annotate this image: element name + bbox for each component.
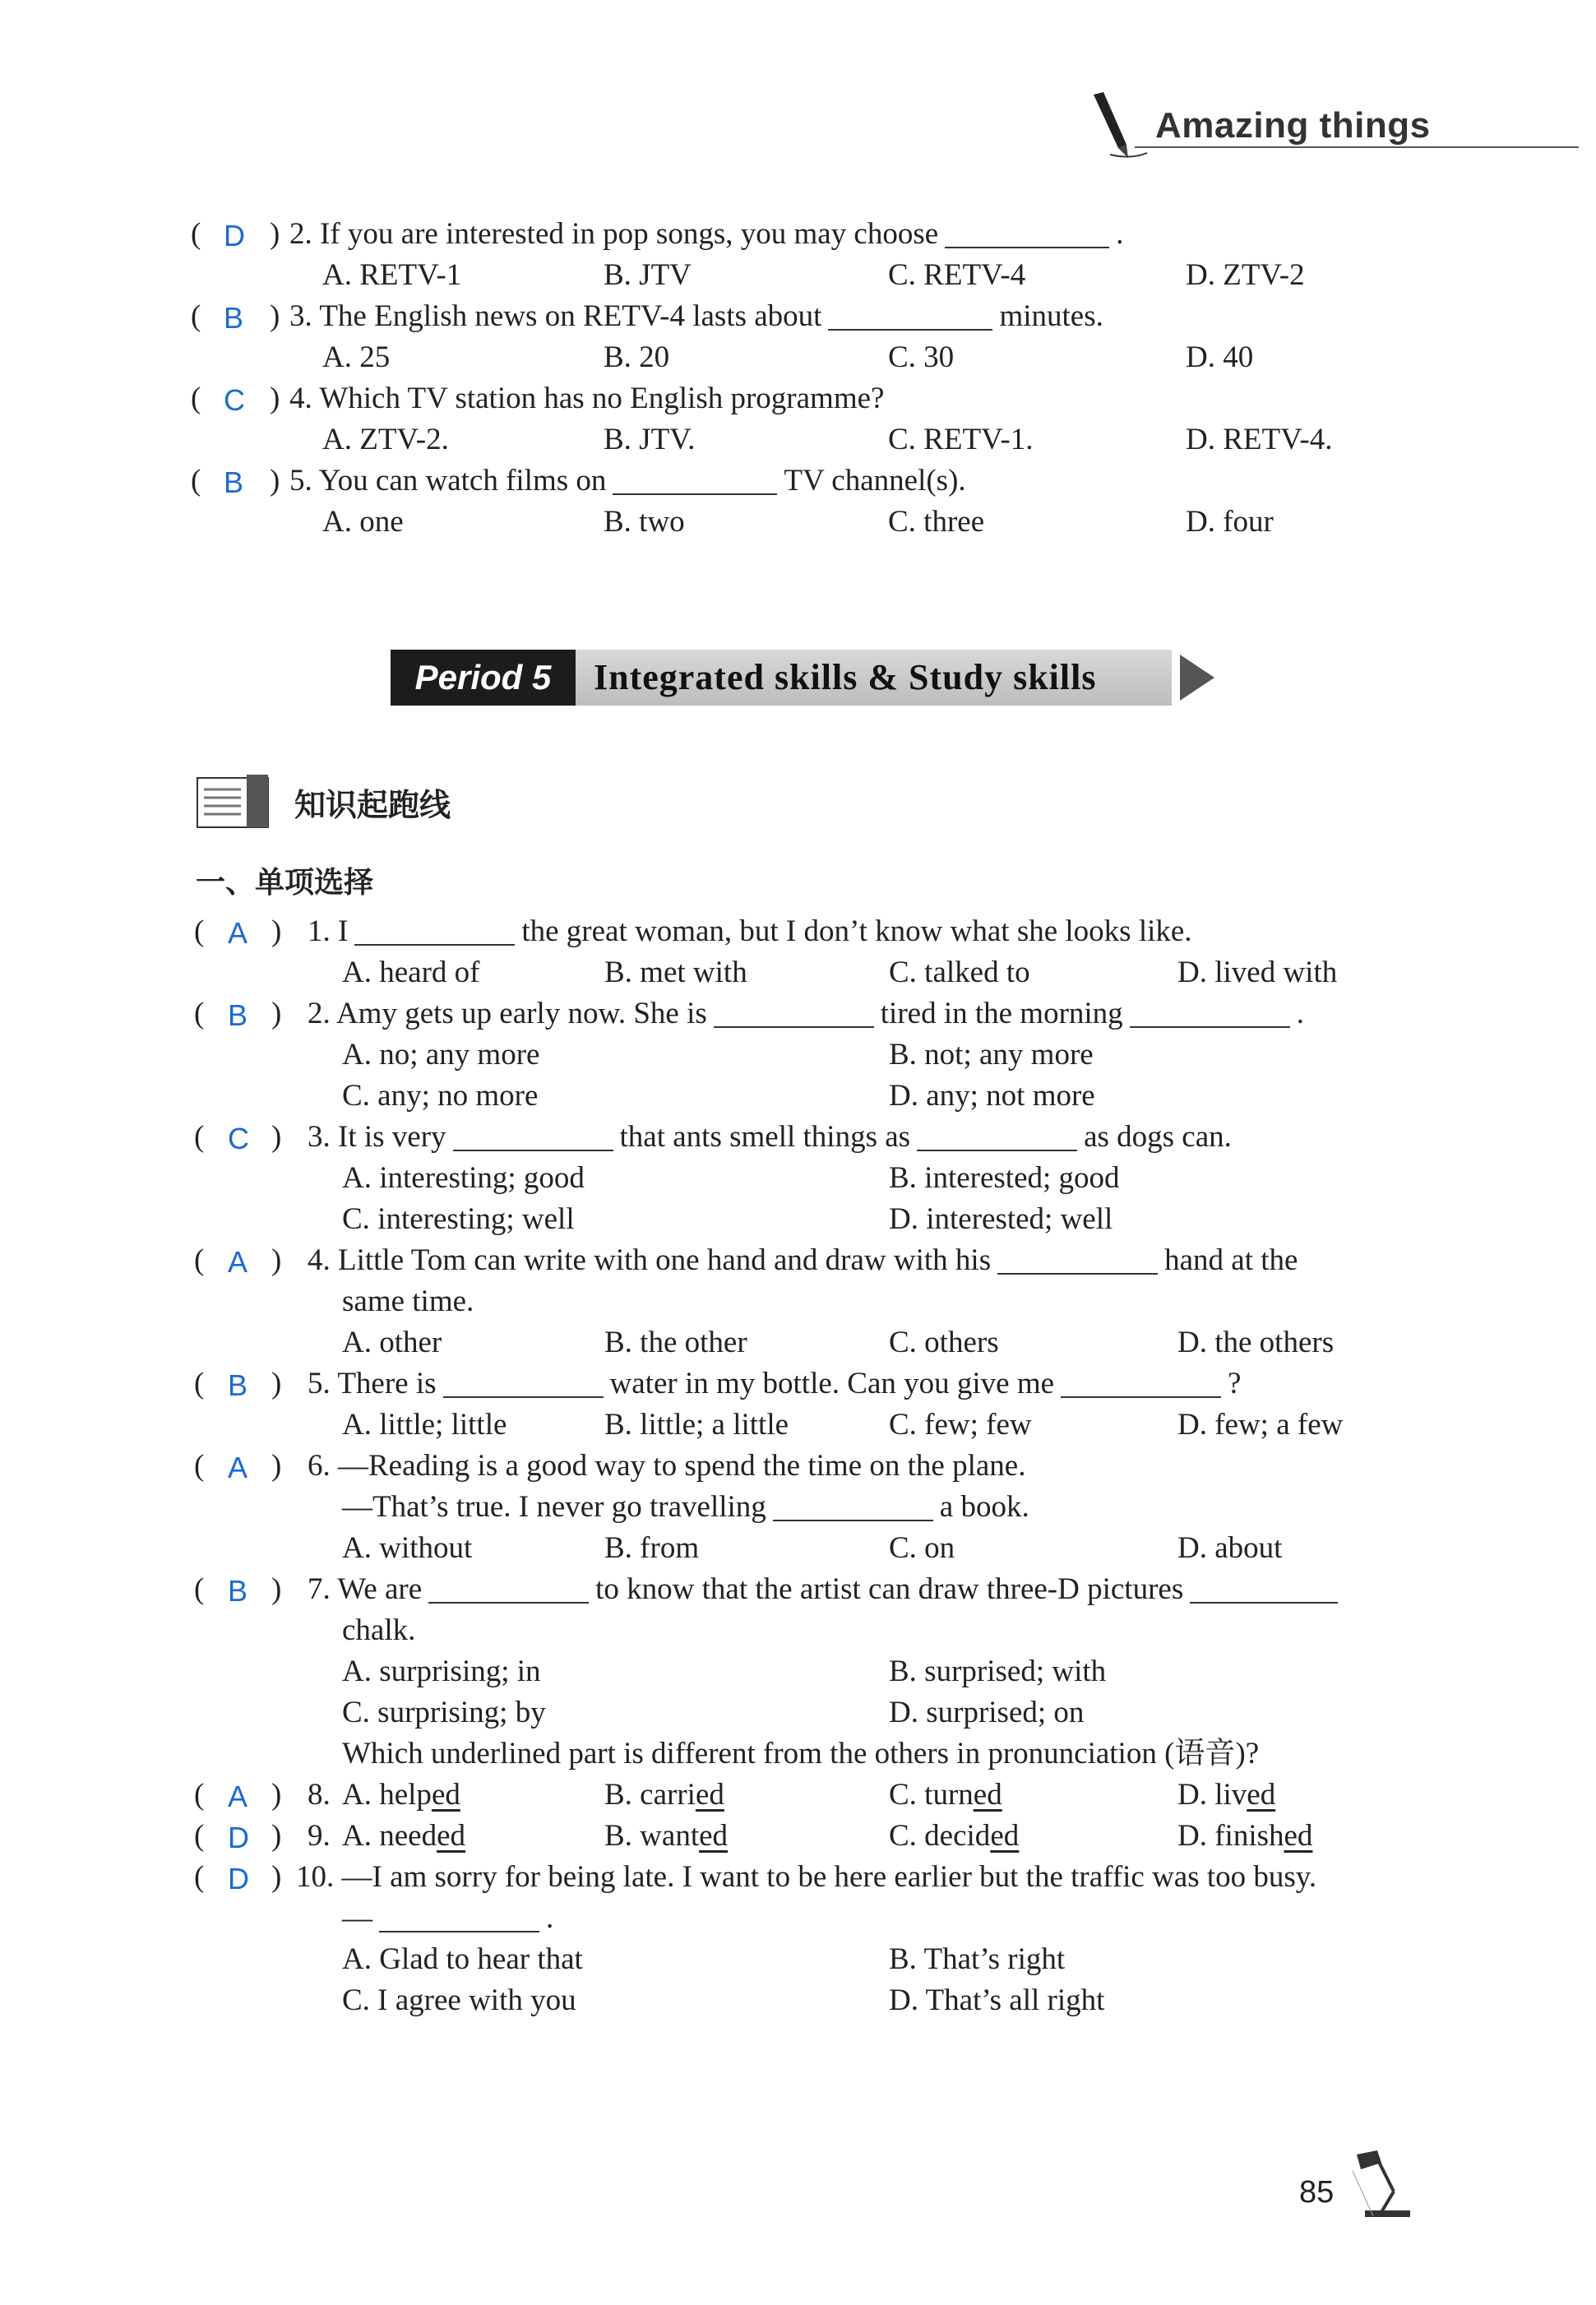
question-continuation: —That’s true. I never go travelling a book. xyxy=(342,1490,1029,1524)
option: A. Glad to hear that xyxy=(342,1942,583,1976)
answer-letter: B xyxy=(228,1574,248,1608)
answer-blank xyxy=(613,469,777,495)
option: A. heard of xyxy=(342,956,480,989)
answer-blank xyxy=(917,1125,1077,1151)
open-paren: ( xyxy=(194,1449,205,1483)
answer-blank xyxy=(1061,1372,1221,1398)
option: A. ZTV-2. xyxy=(322,423,449,456)
option: C. few; few xyxy=(889,1408,1032,1442)
answer-blank xyxy=(773,1495,933,1521)
answer-blank xyxy=(997,1248,1158,1275)
open-paren: ( xyxy=(191,382,201,415)
close-paren: ) xyxy=(271,1243,282,1277)
question-text: 1. I the great woman, but I don’t know what she looks like. xyxy=(308,914,1192,948)
answer-letter: A xyxy=(228,916,248,950)
underlined-part: ed xyxy=(1284,1819,1313,1853)
answer-blank xyxy=(354,919,515,946)
header-rule xyxy=(1135,146,1579,148)
open-paren: ( xyxy=(194,1120,205,1154)
option: C. I agree with you xyxy=(342,1983,576,2017)
option: D. surprised; on xyxy=(889,1696,1085,1729)
close-paren: ) xyxy=(271,1367,282,1400)
option: B. JTV xyxy=(604,258,692,292)
answer-letter: B xyxy=(228,998,248,1032)
period-label: Period 5 xyxy=(391,650,576,706)
option: C. interesting; well xyxy=(342,1202,575,1236)
instruction-text: Which underlined part is different from the others in pronunciation (语音)? xyxy=(342,1737,1260,1770)
close-paren: ) xyxy=(271,997,282,1030)
option: B. two xyxy=(604,505,685,539)
answer-letter: B xyxy=(228,1368,248,1402)
close-paren: ) xyxy=(270,464,280,498)
period-banner xyxy=(391,650,1221,706)
answer-blank xyxy=(453,1125,613,1151)
underlined-part: ed xyxy=(699,1819,729,1853)
open-paren: ( xyxy=(191,299,201,333)
option: B. carried xyxy=(604,1778,724,1812)
answer-letter: C xyxy=(228,1122,249,1155)
option: C. talked to xyxy=(889,956,1030,989)
underlined-part: ed xyxy=(990,1819,1020,1853)
option: B. not; any more xyxy=(889,1038,1094,1072)
option: A. no; any more xyxy=(342,1038,540,1072)
question-text: 4. Which TV station has no English programme? xyxy=(289,382,885,415)
desk-lamp-icon xyxy=(1349,2146,1414,2220)
question-continuation: same time. xyxy=(342,1284,474,1318)
underlined-part: ed xyxy=(1247,1778,1276,1812)
option: B. 20 xyxy=(604,340,670,374)
option: D. about xyxy=(1177,1531,1283,1565)
close-paren: ) xyxy=(270,382,280,415)
answer-blank xyxy=(1130,1002,1290,1028)
option: C. three xyxy=(888,505,985,539)
underlined-part: ed xyxy=(695,1778,724,1812)
option: D. RETV-4. xyxy=(1186,423,1333,456)
option: B. the other xyxy=(604,1326,747,1359)
option: D. lived with xyxy=(1177,956,1338,989)
option: B. That’s right xyxy=(889,1942,1066,1976)
answer-letter: B xyxy=(224,465,244,499)
option: C. RETV-1. xyxy=(888,423,1034,456)
open-paren: ( xyxy=(194,1367,205,1400)
option: C. decided xyxy=(889,1819,1020,1853)
answer-letter: B xyxy=(224,301,244,335)
answer-letter: A xyxy=(228,1451,248,1484)
answer-letter: D xyxy=(224,219,245,252)
answer-letter: D xyxy=(228,1862,249,1895)
open-paren: ( xyxy=(194,1860,205,1894)
question-text: 2. If you are interested in pop songs, you may choose . xyxy=(289,217,1124,251)
close-paren: ) xyxy=(271,1860,282,1894)
close-paren: ) xyxy=(270,299,280,333)
option: D. ZTV-2 xyxy=(1186,258,1305,292)
option: A. 25 xyxy=(322,340,391,374)
close-paren: ) xyxy=(271,914,282,948)
close-paren: ) xyxy=(271,1449,282,1483)
open-paren: ( xyxy=(194,1243,205,1277)
close-paren: ) xyxy=(271,1572,282,1606)
option: A. one xyxy=(322,505,404,539)
close-paren: ) xyxy=(271,1778,282,1812)
underlined-part: ed xyxy=(973,1778,1002,1812)
option: A. other xyxy=(342,1326,442,1359)
option: D. 40 xyxy=(1186,340,1254,374)
question-text: 5. There is water in my bottle. Can you give me ? xyxy=(308,1367,1242,1400)
open-paren: ( xyxy=(191,217,201,251)
answer-blank xyxy=(828,304,992,331)
question-text: 2. Amy gets up early now. She is tired in the morning . xyxy=(308,997,1304,1030)
option: A. surprising; in xyxy=(342,1655,541,1688)
open-paren: ( xyxy=(191,464,201,498)
open-paren: ( xyxy=(194,1778,205,1812)
option: C. 30 xyxy=(888,340,955,374)
option: D. few; a few xyxy=(1177,1408,1344,1442)
question-continuation: chalk. xyxy=(342,1613,416,1647)
page-header xyxy=(1085,90,1579,164)
book-icon xyxy=(196,773,274,831)
answer-blank xyxy=(379,1906,539,1932)
option: B. JTV. xyxy=(604,423,696,456)
page-number: 85 xyxy=(1299,2175,1335,2210)
option: B. interested; good xyxy=(889,1161,1120,1195)
close-paren: ) xyxy=(271,1120,282,1154)
open-paren: ( xyxy=(194,914,205,948)
period-title: Integrated skills & Study skills xyxy=(576,650,1172,706)
option: D. lived xyxy=(1177,1778,1276,1812)
question-text: 7. We are to know that the artist can draw three-D pictures xyxy=(308,1569,1344,1610)
option: C. turned xyxy=(889,1778,1002,1812)
option: C. others xyxy=(889,1326,999,1359)
option: B. little; a little xyxy=(604,1408,789,1442)
option: B. surprised; with xyxy=(889,1655,1107,1688)
banner-arrow-icon xyxy=(1180,655,1214,701)
question-text: 5. You can watch films on TV channel(s). xyxy=(289,464,966,498)
answer-blank xyxy=(443,1372,604,1398)
pen-icon xyxy=(1085,90,1151,164)
open-paren: ( xyxy=(194,1572,205,1606)
answer-blank xyxy=(945,222,1109,248)
answer-letter: D xyxy=(228,1821,249,1854)
close-paren: ) xyxy=(270,217,280,251)
question-text: 6. —Reading is a good way to spend the time on the plane. xyxy=(308,1449,1026,1483)
question-text: 4. Little Tom can write with one hand and draw with his hand at the xyxy=(308,1243,1298,1277)
option: D. finished xyxy=(1177,1819,1313,1853)
option: A. helped xyxy=(342,1778,460,1812)
underlined-part: ed xyxy=(431,1778,460,1812)
option: A. RETV-1 xyxy=(322,258,462,292)
answer-letter: C xyxy=(224,383,245,417)
option: D. four xyxy=(1186,505,1274,539)
chapter-title: Amazing things xyxy=(1155,105,1431,146)
option: D. the others xyxy=(1177,1326,1335,1359)
close-paren: ) xyxy=(271,1819,282,1853)
question-text: 10. —I am sorry for being late. I want to be here earlier but the traffic was too busy. xyxy=(296,1860,1317,1894)
option: A. needed xyxy=(342,1819,466,1853)
option: B. wanted xyxy=(604,1819,729,1853)
question-number: 9. xyxy=(308,1819,331,1853)
question-number: 8. xyxy=(308,1778,331,1812)
open-paren: ( xyxy=(194,997,205,1030)
question-text: 3. It is very that ants smell things as as dogs can. xyxy=(308,1120,1232,1154)
option: D. any; not more xyxy=(889,1079,1095,1113)
option: B. met with xyxy=(604,956,747,989)
option: B. from xyxy=(604,1531,700,1565)
option: A. interesting; good xyxy=(342,1161,585,1195)
option: C. RETV-4 xyxy=(888,258,1026,292)
option: A. little; little xyxy=(342,1408,507,1442)
answer-letter: A xyxy=(228,1245,248,1279)
option: D. That’s all right xyxy=(889,1983,1105,2017)
question-continuation: — . xyxy=(342,1901,554,1935)
option: C. any; no more xyxy=(342,1079,539,1113)
option: D. interested; well xyxy=(889,1202,1113,1236)
answer-blank xyxy=(428,1577,589,1604)
subsection-title: 一、单项选择 xyxy=(196,866,374,900)
option: A. without xyxy=(342,1531,473,1565)
open-paren: ( xyxy=(194,1819,205,1853)
answer-blank xyxy=(1190,1577,1338,1604)
option: C. surprising; by xyxy=(342,1696,546,1729)
option: C. on xyxy=(889,1531,955,1565)
answer-letter: A xyxy=(228,1780,248,1813)
underlined-part: ed xyxy=(437,1819,466,1853)
section-title: 知识起跑线 xyxy=(294,787,451,823)
answer-blank xyxy=(714,1002,874,1028)
question-text: 3. The English news on RETV-4 lasts about minutes. xyxy=(289,299,1103,333)
